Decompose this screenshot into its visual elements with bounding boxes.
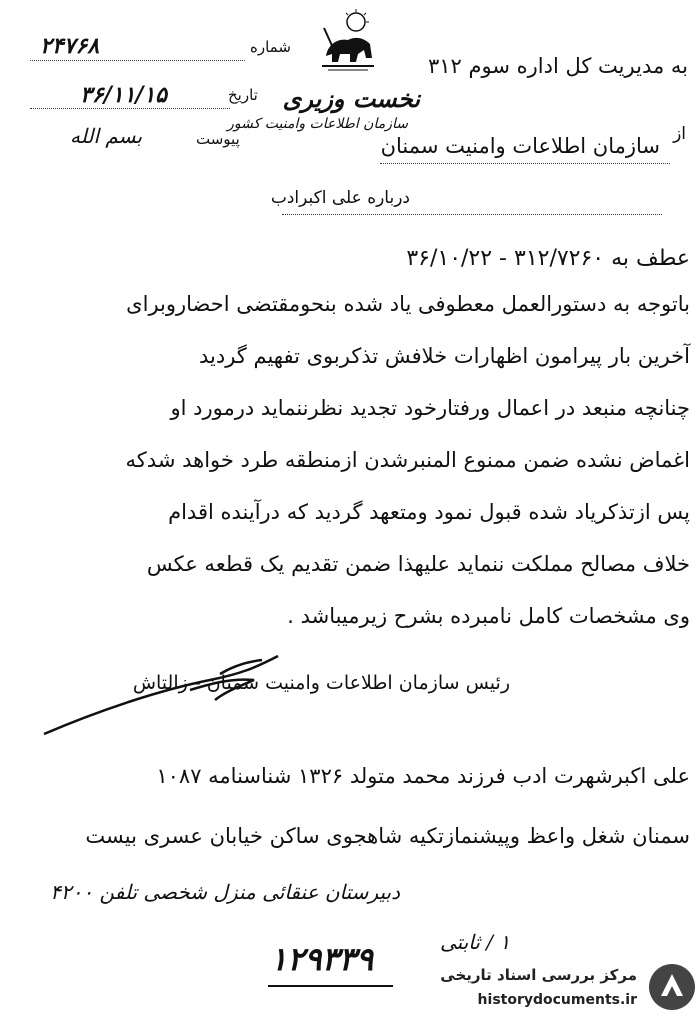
watermark-url: historydocuments.ir	[477, 992, 637, 1008]
attachment-value: بسم الله	[70, 124, 143, 148]
date-value: ۳۶/۱۱/۱۵	[80, 82, 167, 108]
body-line: چنانچه منبعد در اعمال ورفتارخود تجدید نظرننماید درمورد او	[170, 396, 690, 420]
addressee: به مدیریت کل اداره سوم ۳۱۲	[427, 54, 688, 78]
margin-note: ۱ / ثابتی	[440, 930, 511, 954]
body-line: خلاف مصالح مملکت ننماید علیهذا ضمن تقدیم یک قطعه عکس	[146, 552, 690, 576]
body-line: وی مشخصات کامل نامبرده بشرح زیرمیباشد .	[287, 604, 690, 628]
attachment-label: پیوست	[196, 130, 240, 148]
body-line: اغماض نشده ضمن ممنوع المنبرشدن ازمنطقه طرد خواهد شدکه	[125, 448, 690, 472]
number-dotted-line	[30, 60, 245, 61]
subject	[271, 188, 410, 208]
body-line: باتوجه به دستورالعمل معطوفی یاد شده بنحومقتضی احضاروبرای	[126, 292, 690, 316]
signature-line: رئیس سازمان اطلاعات وامنیت سمنان - زالتاش	[132, 672, 510, 694]
handwritten-note: دبیرستان عنقائی منزل شخصی تلفن ۴۲۰۰	[50, 880, 400, 904]
prime-minister-stamp: نخست وزیری	[282, 84, 420, 113]
archive-number: ۱۲۹۳۳۹	[270, 940, 374, 978]
archive-logo-icon	[647, 962, 697, 1012]
number-label: شماره	[250, 38, 291, 56]
archive-underline	[268, 985, 393, 987]
from-label: از	[673, 124, 686, 144]
subject-label: درباره	[367, 188, 410, 208]
details-line: علی اکبرشهرت ادب فرزند محمد متولد ۱۳۲۶ شناسنامه ۱۰۸۷	[156, 764, 690, 788]
from-value: سازمان اطلاعات وامنیت سمنان	[380, 134, 660, 158]
body-line: آخرین بار پیرامون اظهارات خلافش تذکربوی تفهیم گردید	[198, 344, 690, 368]
reference-line: عطف به ۳۱۲/۷۲۶۰ - ۳۶/۱۰/۲۲	[406, 246, 690, 271]
details-line: سمنان شغل واعظ وپیشنمازتکیه شاهجوی ساکن خیابان عسری بیست	[85, 824, 690, 848]
date-label: تاریخ	[228, 86, 258, 104]
signature-scribble	[40, 650, 290, 740]
organization-stamp: سازمان اطلاعات وامنیت کشور	[227, 116, 408, 132]
number-value: ۲۴۷۶۸	[40, 33, 100, 59]
subject-dotted-line	[282, 214, 662, 215]
from-dotted-line	[380, 163, 670, 164]
lion-and-sun-emblem	[318, 8, 378, 72]
watermark-title: مرکز بررسی اسناد تاریخی	[440, 966, 637, 984]
date-dotted-line	[30, 108, 230, 109]
subject-value: علی اکبرادب	[270, 188, 362, 208]
watermark	[412, 958, 697, 1018]
body-line: پس ازتذکریاد شده قبول نمود ومتعهد گردید که درآینده اقدام	[168, 500, 690, 524]
